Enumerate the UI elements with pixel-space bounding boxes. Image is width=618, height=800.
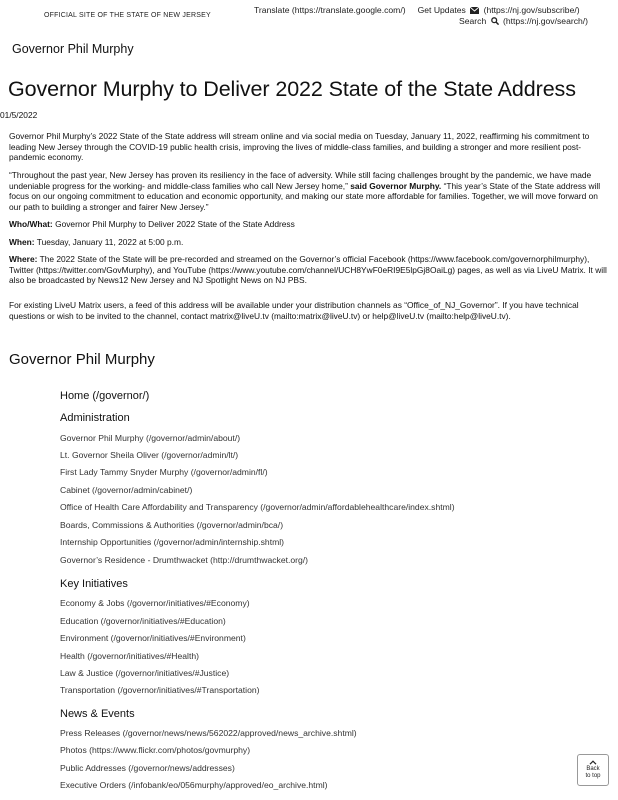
footer-link[interactable]: Photos (https://www.flickr.com/photos/govmurphy) xyxy=(60,745,251,755)
footer-section-heading-news-events: News & Events xyxy=(60,708,135,720)
top-utility-nav xyxy=(254,5,594,27)
footer-link[interactable]: Executive Orders (/infobank/eo/056murphy/approved/eo_archive.html) xyxy=(60,780,328,790)
footer-link[interactable]: Economy & Jobs (/governor/initiatives/#Economy) xyxy=(60,598,250,608)
article-date: 01/5/2022 xyxy=(0,110,38,120)
footer-section-heading-administration: Administration xyxy=(60,412,130,424)
footer-link[interactable]: Internship Opportunities (/governor/admin/internship.shtml) xyxy=(60,537,285,547)
who-what-label: Who/What: xyxy=(9,219,53,229)
official-site-label: OFFICIAL SITE OF THE STATE OF NEW JERSEY xyxy=(44,12,211,19)
quote-part-2: “This year’s State of the State address will focus on our ongoing commitment to education and economic opportunity, and making our state more affordable for families. Together, we will move forward on our path to building a stronger and fairer New Jersey.” xyxy=(9,180,601,212)
article-who-what xyxy=(9,219,609,230)
footer-section-heading-key-initiatives: Key Initiatives xyxy=(60,578,128,590)
when-value: Tuesday, January 11, 2022 at 5:00 p.m. xyxy=(36,237,184,247)
quote-attribution: said Governor Murphy. xyxy=(350,180,442,191)
back-to-top-line1: Back xyxy=(586,766,600,772)
search-url: (https://nj.gov/search/) xyxy=(503,16,589,26)
chevron-up-icon xyxy=(589,760,597,765)
get-updates-link[interactable] xyxy=(418,5,580,16)
footer-nav-title: Governor Phil Murphy xyxy=(9,351,155,368)
page-title: Governor Murphy to Deliver 2022 State of the State Address xyxy=(8,77,576,101)
footer-link[interactable]: Press Releases (/governor/news/news/562022/approved/news_archive.shtml) xyxy=(60,728,357,738)
get-updates-url: (https://nj.gov/subscribe/) xyxy=(483,5,580,15)
footer-home-link[interactable]: Home (/governor/) xyxy=(60,390,150,402)
footer-link[interactable]: Transportation (/governor/initiatives/#Transportation) xyxy=(60,685,260,695)
search-label: Search xyxy=(459,16,487,26)
article-where xyxy=(9,254,609,286)
translate-link[interactable]: Translate (https://translate.google.com/) xyxy=(254,5,406,15)
quote-part-1: “Throughout the past year, New Jersey has proven its resiliency in the face of adversity. While still facing challenges brought by the pandemic, we have made undeniable progress for the working- and middle-class families who call New Jersey home,” xyxy=(9,170,592,191)
footer-link[interactable]: Law & Justice (/governor/initiatives/#Justice) xyxy=(60,668,230,678)
footer-link[interactable]: Office of Health Care Affordability and Transparency (/governor/admin/affordablehealthcare/index.shtml) xyxy=(60,502,455,512)
footer-nav xyxy=(60,380,600,800)
where-value: The 2022 State of the State will be pre-recorded and streamed on the Governor’s official Facebook (https://www.facebook.com/governorphilmurphy), Twitter (https://twitter.com/GovMurphy), and YouTube (https://www.youtube.com/channel/UCH8YwF0eRI9E5lpGj8OaiLg) pages, as well as via LiveU Matrix. It will also be broadcasted by News12 New Jersey and NJ Spotlight News on NJ PBS. xyxy=(9,254,607,286)
search-link[interactable] xyxy=(459,16,588,26)
article-paragraph-quote xyxy=(9,170,609,212)
footer-link[interactable]: Education (/governor/initiatives/#Education) xyxy=(60,616,226,626)
footer-link[interactable]: Public Addresses (/governor/news/addresses) xyxy=(60,763,235,773)
footer-link[interactable]: First Lady Tammy Snyder Murphy (/governor/admin/fl/) xyxy=(60,467,268,477)
article-paragraph-intro: Governor Phil Murphy’s 2022 State of the State address will stream online and via social media on Tuesday, January 11, 2022, reaffirming his commitment to leading New Jersey through the COVID-19 public health crisis, improving the lives of middle-class families, and building a stronger and more resilient post-pandemic economy. xyxy=(9,131,590,163)
footer-link[interactable]: Cabinet (/governor/admin/cabinet/) xyxy=(60,485,193,495)
where-label: Where: xyxy=(9,254,38,264)
get-updates-label: Get Updates xyxy=(417,5,466,15)
who-what-value: Governor Phil Murphy to Deliver 2022 State of the State Address xyxy=(55,219,295,229)
footer-link[interactable]: Governor Phil Murphy (/governor/admin/about/) xyxy=(60,433,241,443)
envelope-icon xyxy=(470,7,479,14)
search-icon xyxy=(491,17,499,25)
article-when xyxy=(9,237,609,248)
footer-link[interactable]: Environment (/governor/initiatives/#Environment) xyxy=(60,633,246,643)
footer-link[interactable]: Governor’s Residence - Drumthwacket (http://drumthwacket.org/) xyxy=(60,555,309,565)
footer-link[interactable]: Lt. Governor Sheila Oliver (/governor/admin/lt/) xyxy=(60,450,239,460)
back-to-top-button[interactable] xyxy=(577,754,609,786)
site-brand-link[interactable]: Governor Phil Murphy xyxy=(12,42,134,56)
back-to-top-line2: to top xyxy=(585,772,601,779)
footer-link[interactable]: Health (/governor/initiatives/#Health) xyxy=(60,651,199,661)
when-label: When: xyxy=(9,237,35,247)
article-liveu-paragraph: For existing LiveU Matrix users, a feed of this address will be available under your distribution channels as “Office_of_NJ_Governor”. If you have technical questions or wish to be invited to the channel, contact matrix@liveU.tv (mailto:matrix@liveU.tv) or help@liveU.tv (mailto:help@liveU.tv). xyxy=(9,300,579,321)
footer-link[interactable]: Boards, Commissions & Authorities (/governor/admin/bca/) xyxy=(60,520,284,530)
